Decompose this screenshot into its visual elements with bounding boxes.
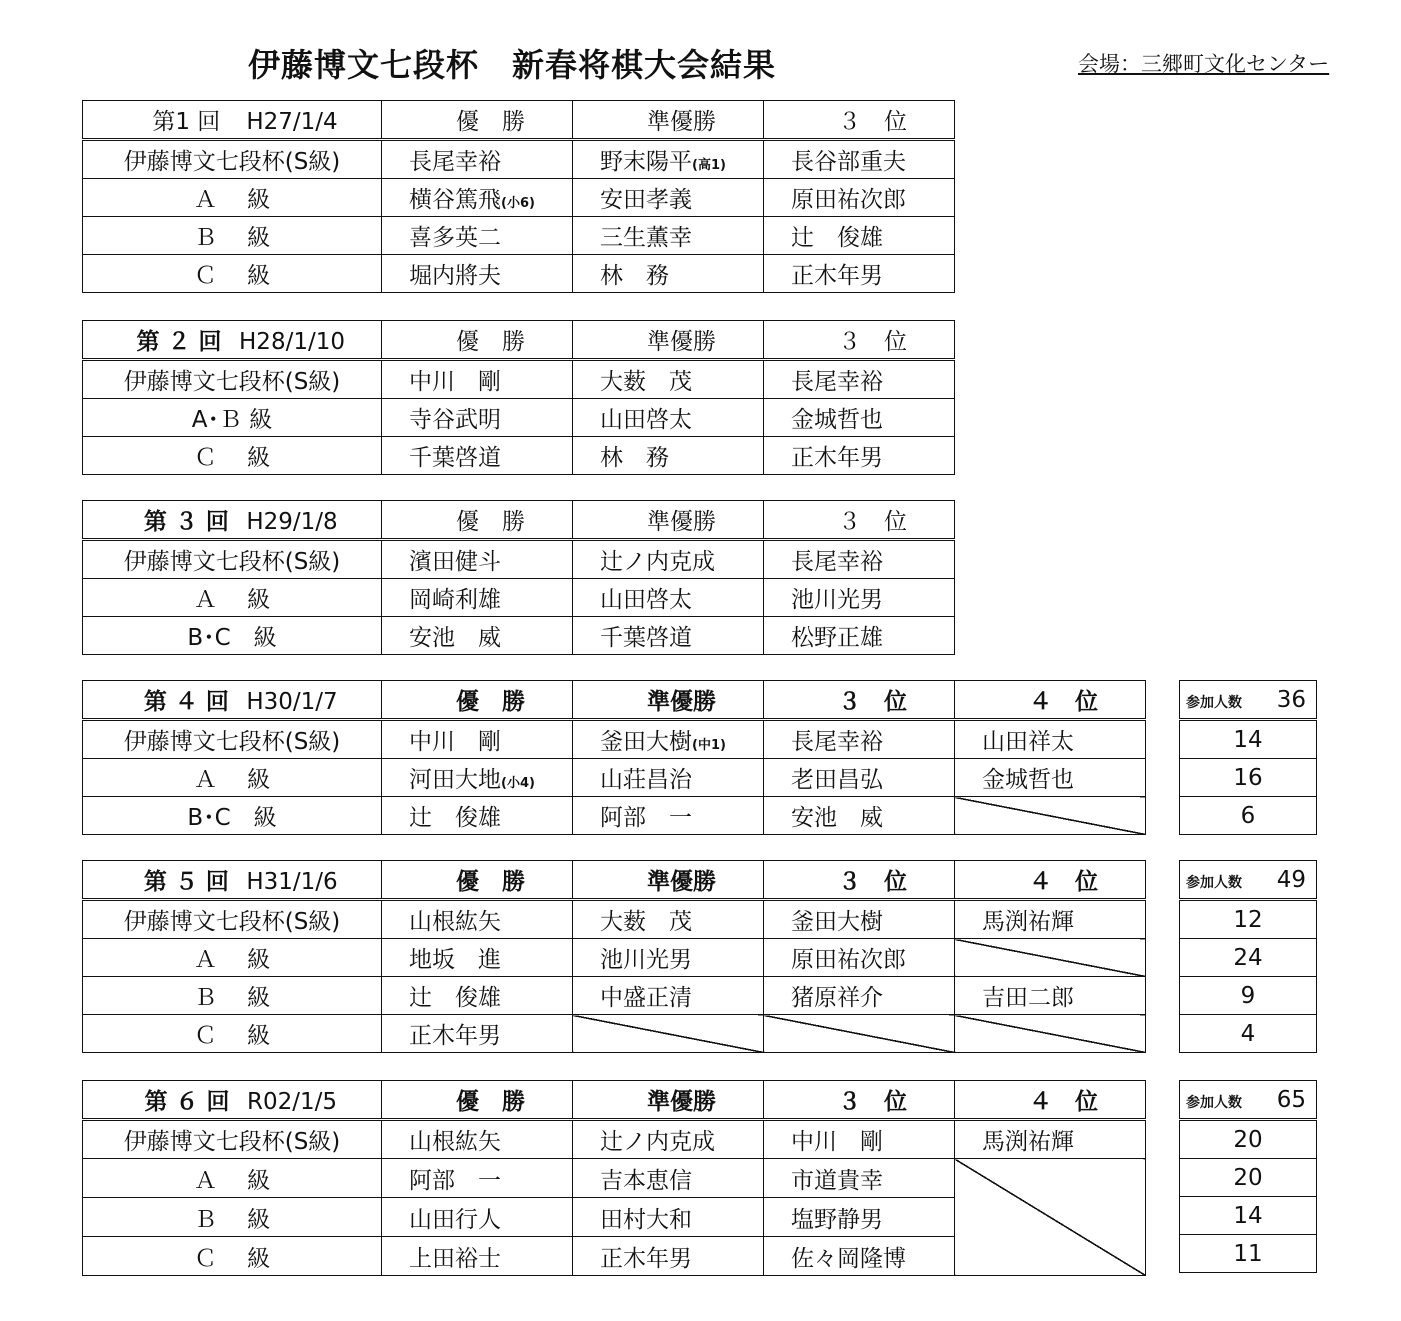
- name-cell: 田村大和: [573, 1198, 764, 1237]
- count-cell: 20: [1180, 1159, 1317, 1197]
- col-header-2nd: 準優勝: [573, 1081, 764, 1120]
- class-cell: B･C 級: [83, 617, 382, 655]
- name-cell: 中川 剛: [764, 1120, 955, 1159]
- name-cell: 岡崎利雄: [382, 579, 573, 617]
- class-cell: Ａ 級: [83, 1159, 382, 1198]
- round-6-table: [82, 1080, 1146, 1276]
- name-cell: 辻 俊雄: [764, 217, 955, 255]
- name-cell: 中盛正清: [573, 977, 764, 1015]
- name-cell: 喜多英二: [382, 217, 573, 255]
- table-row: [83, 399, 955, 437]
- name-cell: 金城哲也: [764, 399, 955, 437]
- round-header: 第 ３ 回 H29/1/8: [83, 501, 382, 540]
- name-cell: 大薮 茂: [573, 900, 764, 939]
- col-header-1st: 優 勝: [382, 681, 573, 720]
- name-cell: 馬渕祐輝: [955, 900, 1146, 939]
- page-title: 伊藤博文七段杯 新春将棋大会結果: [248, 46, 777, 84]
- name-cell: 山根紘矢: [382, 900, 573, 939]
- count-cell: 4: [1180, 1015, 1317, 1053]
- table-row: [83, 759, 1146, 797]
- name-cell: 山田行人: [382, 1198, 573, 1237]
- name-cell: 猪原祥介: [764, 977, 955, 1015]
- round-1-table: [82, 100, 955, 293]
- col-header-1st: 優 勝: [382, 101, 573, 140]
- round-header: 第 ６ 回 R02/1/5: [83, 1081, 382, 1120]
- name-cell: 上田裕士: [382, 1237, 573, 1276]
- table-row: [83, 579, 955, 617]
- name-cell: 千葉啓道: [573, 617, 764, 655]
- grade-note: (高1): [692, 158, 726, 173]
- total-count: 65: [1276, 1086, 1306, 1113]
- name-cell: 池川光男: [764, 579, 955, 617]
- name-cell: 中川 剛: [382, 720, 573, 759]
- col-header-2nd: 準優勝: [573, 681, 764, 720]
- venue-label: 会場：三郷町文化センター: [1078, 52, 1330, 76]
- name-cell: 安池 威: [764, 797, 955, 835]
- name-cell: 野末陽平(高1): [573, 140, 764, 179]
- class-cell: Ｂ 級: [83, 1198, 382, 1237]
- name-cell: 山田啓太: [573, 399, 764, 437]
- name-cell: 長尾幸裕: [382, 140, 573, 179]
- class-cell: Ａ 級: [83, 179, 382, 217]
- table-row: [83, 900, 1146, 939]
- class-cell: Ａ 級: [83, 939, 382, 977]
- name-cell: 池川光男: [573, 939, 764, 977]
- name-cell: 河田大地(小4): [382, 759, 573, 797]
- col-header-3rd: ３ 位: [764, 321, 955, 360]
- class-cell: 伊藤博文七段杯(S級): [83, 1120, 382, 1159]
- table-row: [83, 437, 955, 475]
- name-cell: 馬渕祐輝: [955, 1120, 1146, 1159]
- count-header: 参加人数 49: [1180, 861, 1317, 900]
- count-cell: 24: [1180, 939, 1317, 977]
- count-cell: 11: [1180, 1235, 1317, 1273]
- class-cell: Ｃ 級: [83, 1015, 382, 1053]
- name-cell: 安池 威: [382, 617, 573, 655]
- col-header-3rd: ３ 位: [764, 1081, 955, 1120]
- round-header: 第1 回 H27/1/4: [83, 101, 382, 140]
- empty-diagonal-cell: [955, 1159, 1146, 1276]
- name-cell: 山荘昌治: [573, 759, 764, 797]
- name-cell: 老田昌弘: [764, 759, 955, 797]
- name-cell: 横谷篤飛(小6): [382, 179, 573, 217]
- name-cell: 釜田大樹: [764, 900, 955, 939]
- name-cell: 市道貴幸: [764, 1159, 955, 1198]
- name-cell: 佐々岡隆博: [764, 1237, 955, 1276]
- col-header-2nd: 準優勝: [573, 101, 764, 140]
- count-header: 参加人数 65: [1180, 1081, 1317, 1120]
- table-row: [83, 1159, 1146, 1198]
- table-row: [83, 720, 1146, 759]
- grade-note: (小6): [501, 196, 535, 211]
- class-cell: 伊藤博文七段杯(S級): [83, 900, 382, 939]
- class-cell: Ａ 級: [83, 759, 382, 797]
- round-header: 第 ２ 回 H28/1/10: [83, 321, 382, 360]
- count-cell: 6: [1180, 797, 1317, 835]
- name-cell: 松野正雄: [764, 617, 955, 655]
- table-row: [83, 1015, 1146, 1053]
- name-cell: 塩野静男: [764, 1198, 955, 1237]
- empty-diagonal-cell: [955, 1015, 1146, 1053]
- name-cell: 正木年男: [764, 255, 955, 293]
- name-cell: 安田孝義: [573, 179, 764, 217]
- grade-note: (小4): [501, 776, 535, 791]
- name-cell: 辻ノ内克成: [573, 1120, 764, 1159]
- round-4-table: [82, 680, 1146, 835]
- round-5-count-table: [1179, 860, 1317, 1053]
- name-cell: 大薮 茂: [573, 360, 764, 399]
- col-header-4th: ４ 位: [955, 1081, 1146, 1120]
- table-row: [83, 939, 1146, 977]
- name-cell: 阿部 一: [573, 797, 764, 835]
- count-cell: 14: [1180, 1197, 1317, 1235]
- class-cell: Ａ 級: [83, 579, 382, 617]
- total-count: 49: [1276, 866, 1306, 893]
- class-cell: 伊藤博文七段杯(S級): [83, 540, 382, 579]
- table-row: [83, 797, 1146, 835]
- class-cell: 伊藤博文七段杯(S級): [83, 140, 382, 179]
- col-header-1st: 優 勝: [382, 501, 573, 540]
- name-cell: 吉本恵信: [573, 1159, 764, 1198]
- col-header-1st: 優 勝: [382, 321, 573, 360]
- empty-diagonal-cell: [955, 797, 1146, 835]
- empty-diagonal-cell: [573, 1015, 764, 1053]
- name-cell: 金城哲也: [955, 759, 1146, 797]
- class-cell: Ｃ 級: [83, 437, 382, 475]
- table-row: [83, 255, 955, 293]
- table-row: [83, 540, 955, 579]
- class-cell: Ｂ 級: [83, 217, 382, 255]
- table-row: [83, 977, 1146, 1015]
- col-header-3rd: ３ 位: [764, 681, 955, 720]
- col-header-2nd: 準優勝: [573, 501, 764, 540]
- name-cell: 林 務: [573, 437, 764, 475]
- name-cell: 正木年男: [573, 1237, 764, 1276]
- grade-note: (中1): [692, 738, 726, 753]
- col-header-3rd: ３ 位: [764, 861, 955, 900]
- col-header-4th: ４ 位: [955, 681, 1146, 720]
- col-header-4th: ４ 位: [955, 861, 1146, 900]
- name-cell: 長尾幸裕: [764, 720, 955, 759]
- name-cell: 釜田大樹(中1): [573, 720, 764, 759]
- class-cell: 伊藤博文七段杯(S級): [83, 720, 382, 759]
- round-header: 第 ４ 回 H30/1/7: [83, 681, 382, 720]
- name-cell: 堀内將夫: [382, 255, 573, 293]
- name-cell: 中川 剛: [382, 360, 573, 399]
- col-header-1st: 優 勝: [382, 1081, 573, 1120]
- round-3-table: [82, 500, 955, 655]
- table-row: [83, 179, 955, 217]
- count-cell: 9: [1180, 977, 1317, 1015]
- count-cell: 16: [1180, 759, 1317, 797]
- empty-diagonal-cell: [764, 1015, 955, 1053]
- col-header-3rd: ３ 位: [764, 101, 955, 140]
- class-cell: Ｂ 級: [83, 977, 382, 1015]
- name-cell: 正木年男: [382, 1015, 573, 1053]
- name-cell: 原田祐次郎: [764, 939, 955, 977]
- name-cell: 長尾幸裕: [764, 360, 955, 399]
- name-cell: 山田祥太: [955, 720, 1146, 759]
- table-row: [83, 217, 955, 255]
- name-cell: 辻 俊雄: [382, 797, 573, 835]
- count-header: 参加人数 36: [1180, 681, 1317, 720]
- name-cell: 林 務: [573, 255, 764, 293]
- name-cell: 阿部 一: [382, 1159, 573, 1198]
- table-row: [83, 1120, 1146, 1159]
- name-cell: 寺谷武明: [382, 399, 573, 437]
- round-4-count-table: [1179, 680, 1317, 835]
- name-cell: 辻ノ内克成: [573, 540, 764, 579]
- name-cell: 正木年男: [764, 437, 955, 475]
- col-header-1st: 優 勝: [382, 861, 573, 900]
- count-cell: 14: [1180, 720, 1317, 759]
- name-cell: 山根紘矢: [382, 1120, 573, 1159]
- round-header: 第 ５ 回 H31/1/6: [83, 861, 382, 900]
- name-cell: 辻 俊雄: [382, 977, 573, 1015]
- round-6-count-table: [1179, 1080, 1317, 1273]
- table-row: [83, 140, 955, 179]
- round-2-table: [82, 320, 955, 475]
- col-header-3rd: ３ 位: [764, 501, 955, 540]
- name-cell: 濱田健斗: [382, 540, 573, 579]
- class-cell: A･Ｂ 級: [83, 399, 382, 437]
- name-cell: 吉田二郎: [955, 977, 1146, 1015]
- name-cell: 三生薫幸: [573, 217, 764, 255]
- name-cell: 山田啓太: [573, 579, 764, 617]
- empty-diagonal-cell: [955, 939, 1146, 977]
- class-cell: Ｃ 級: [83, 255, 382, 293]
- col-header-2nd: 準優勝: [573, 861, 764, 900]
- name-cell: 長尾幸裕: [764, 540, 955, 579]
- total-count: 36: [1276, 686, 1306, 713]
- name-cell: 千葉啓道: [382, 437, 573, 475]
- table-row: [83, 360, 955, 399]
- round-5-table: [82, 860, 1146, 1053]
- name-cell: 長谷部重夫: [764, 140, 955, 179]
- class-cell: Ｃ 級: [83, 1237, 382, 1276]
- name-cell: 原田祐次郎: [764, 179, 955, 217]
- count-cell: 20: [1180, 1120, 1317, 1159]
- class-cell: 伊藤博文七段杯(S級): [83, 360, 382, 399]
- name-cell: 地坂 進: [382, 939, 573, 977]
- table-row: [83, 617, 955, 655]
- count-cell: 12: [1180, 900, 1317, 939]
- class-cell: B･C 級: [83, 797, 382, 835]
- col-header-2nd: 準優勝: [573, 321, 764, 360]
